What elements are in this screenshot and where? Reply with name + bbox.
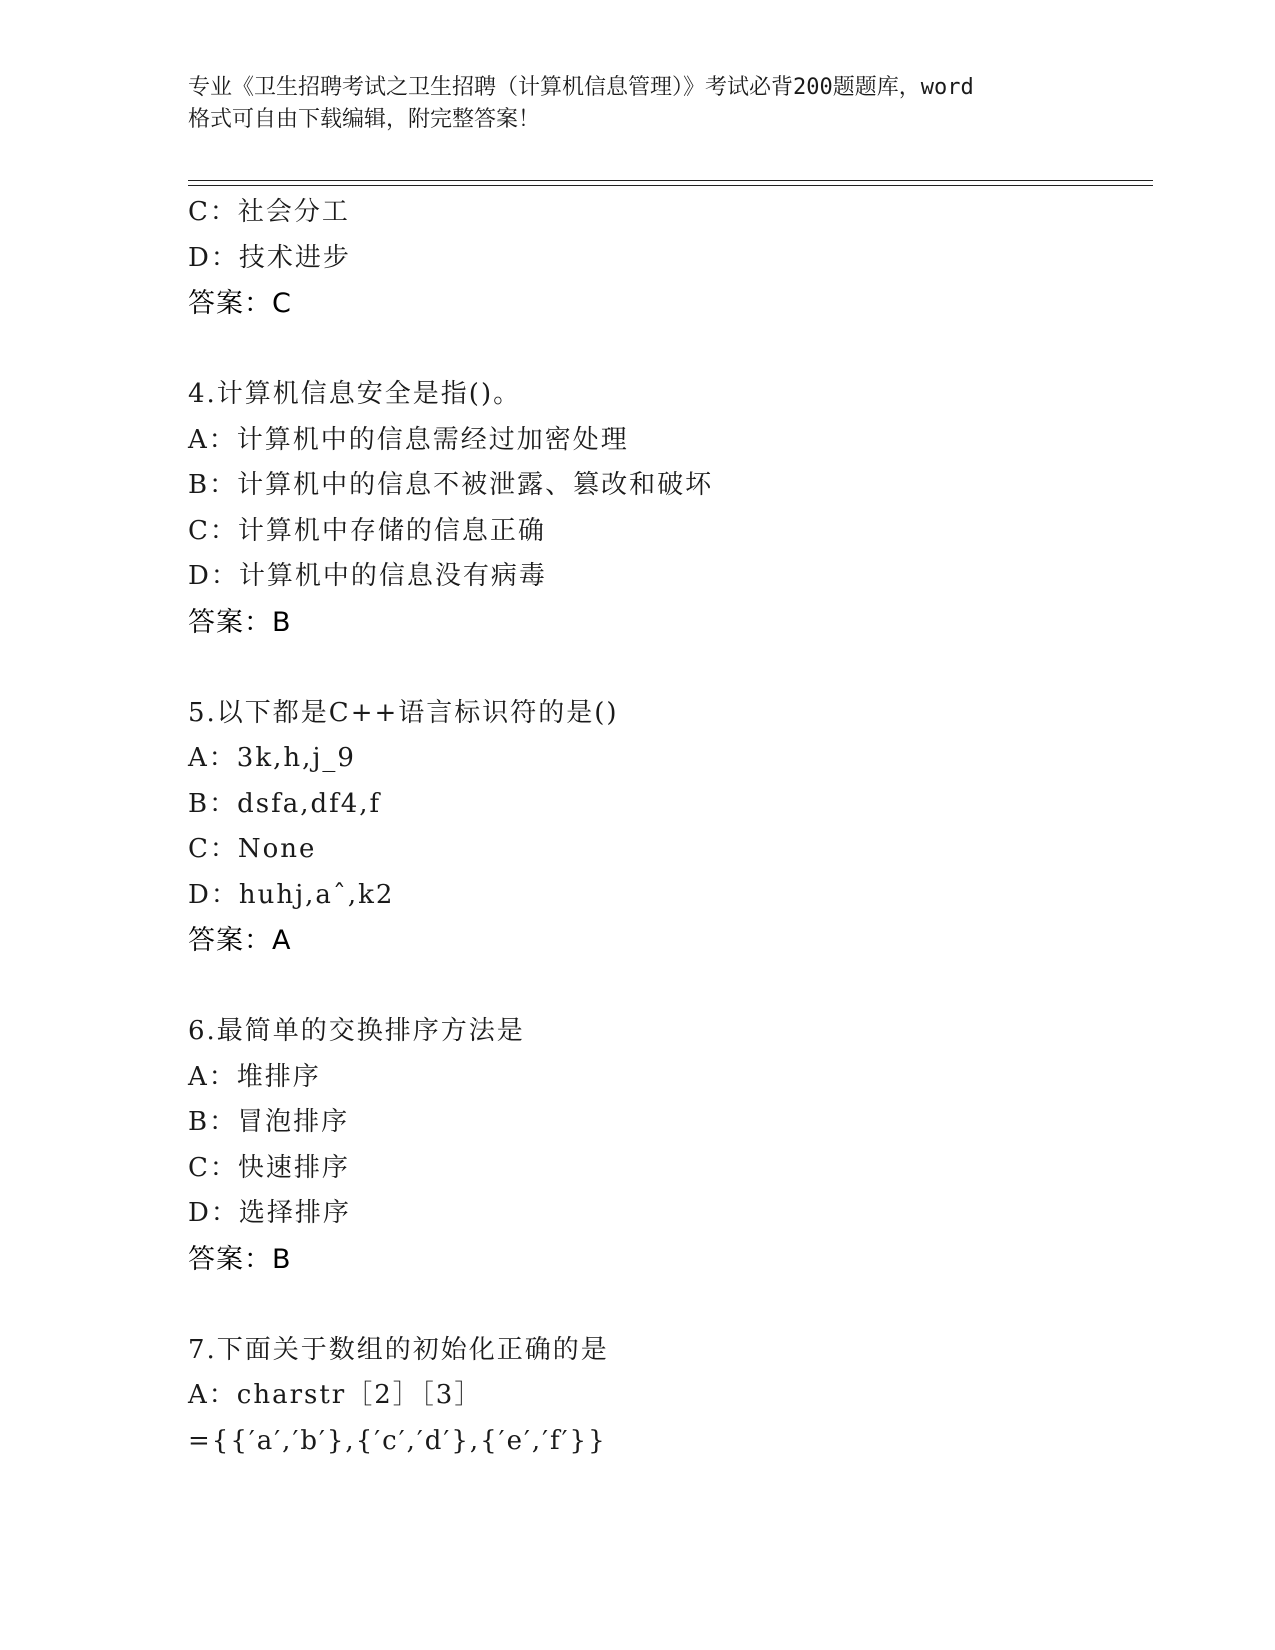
option-c: C：None	[188, 834, 317, 864]
header-divider-bottom	[188, 185, 1153, 186]
option-d: D：计算机中的信息没有病毒	[188, 561, 547, 591]
option-b: B：dsfa,df4,f	[188, 788, 382, 819]
header-line-2: 格式可自由下载编辑，附完整答案！	[188, 107, 541, 132]
question-stem: 4.计算机信息安全是指()。	[188, 379, 522, 409]
option-a: A：堆排序	[188, 1061, 321, 1092]
question-5	[188, 691, 1148, 964]
answer: 答案：B	[188, 1243, 292, 1275]
spacer	[188, 327, 1148, 373]
option-c: C：社会分工	[188, 197, 350, 227]
document-header	[188, 72, 1088, 136]
answer: 答案：A	[188, 925, 292, 956]
answer: 答案：C	[188, 288, 292, 319]
question-stem: 7.下面关于数组的初始化正确的是	[188, 1334, 609, 1365]
option-a: A：charstr［2］［3］	[188, 1380, 483, 1410]
option-c: C：快速排序	[188, 1152, 350, 1183]
option-c: C：计算机中存储的信息正确	[188, 515, 546, 546]
header-line-1: 专业《卫生招聘考试之卫生招聘（计算机信息管理）》考试必背200题题库，word	[188, 75, 974, 100]
option-d: D：技术进步	[188, 242, 351, 273]
option-d: D：huhj,aˆ,k2	[188, 879, 395, 910]
question-4	[188, 372, 1148, 645]
answer: 答案：B	[188, 606, 292, 638]
option-b: B：冒泡排序	[188, 1107, 350, 1137]
spacer	[188, 645, 1148, 691]
question-3-tail	[188, 190, 1148, 327]
spacer	[188, 1282, 1148, 1328]
option-a: A：计算机中的信息需经过加密处理	[188, 424, 629, 455]
question-stem: 6.最简单的交换排序方法是	[188, 1016, 525, 1046]
spacer	[188, 964, 1148, 1010]
option-d: D：选择排序	[188, 1198, 351, 1228]
option-a: A：3k,h,j_9	[188, 743, 356, 773]
question-6	[188, 1009, 1148, 1282]
question-7	[188, 1328, 1148, 1465]
header-divider-top	[188, 180, 1153, 181]
option-b: B：计算机中的信息不被泄露、篡改和破坏	[188, 470, 714, 500]
question-stem: 5.以下都是C++语言标识符的是()	[188, 697, 619, 728]
option-a-continuation: ={{′a′,′b′},{′c′,′d′},{′e′,′f′}}	[188, 1425, 607, 1456]
question-list	[188, 190, 1148, 1464]
